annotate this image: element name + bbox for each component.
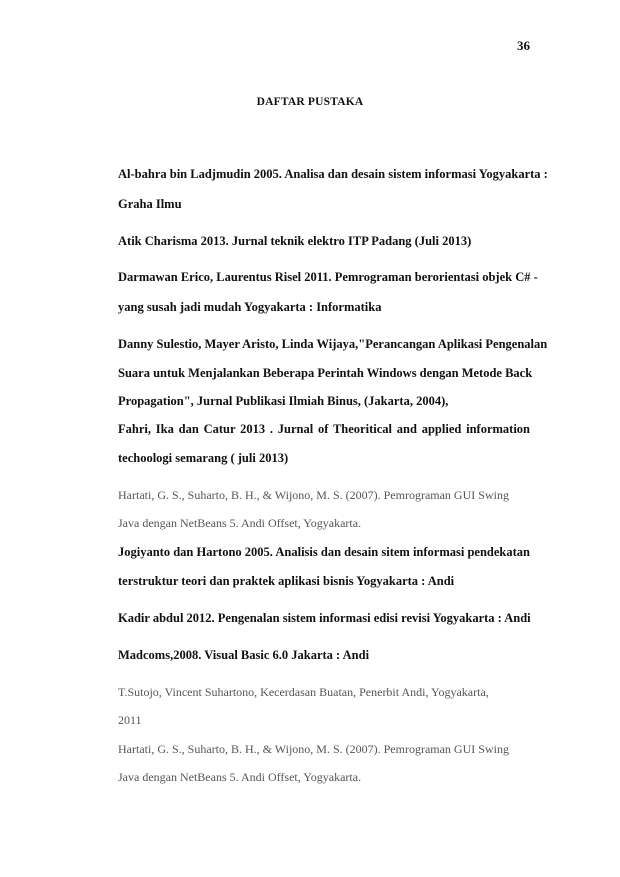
reference-line: terstruktur teori dan praktek aplikasi bisnis Yogyakarta : Andi: [118, 574, 455, 588]
reference-line: Propagation", Jurnal Publikasi Ilmiah Binus, (Jakarta, 2004),: [118, 394, 449, 408]
reference-line: Graha Ilmu: [118, 197, 182, 211]
page-title: DAFTAR PUSTAKA: [256, 96, 364, 108]
reference-line: Atik Charisma 2013. Jurnal teknik elektro ITP Padang (Juli 2013): [118, 234, 472, 248]
reference-line: T.Sutojo, Vincent Suhartono, Kecerdasan Buatan, Penerbit Andi, Yogyakarta,: [118, 685, 489, 699]
reference-line: 2011: [118, 713, 142, 727]
reference-line: Danny Sulestio, Mayer Aristo, Linda Wijaya,"Perancangan Aplikasi Pengenalan: [118, 337, 548, 351]
reference-line: Hartati, G. S., Suharto, B. H., & Wijono, M. S. (2007). Pemrograman GUI Swing: [118, 742, 509, 756]
reference-line: Darmawan Erico, Laurentus Risel 2011. Pemrograman berorientasi objek C# -: [118, 270, 538, 284]
reference-line: Al-bahra bin Ladjmudin 2005. Analisa dan desain sistem informasi Yogyakarta :: [118, 167, 548, 181]
page-number: 36: [517, 38, 530, 53]
reference-line: Java dengan NetBeans 5. Andi Offset, Yogyakarta.: [118, 770, 362, 784]
reference-line: Madcoms,2008. Visual Basic 6.0 Jakarta : Andi: [118, 648, 370, 662]
reference-line: yang susah jadi mudah Yogyakarta : Informatika: [118, 300, 382, 314]
reference-line: Suara untuk Menjalankan Beberapa Perintah Windows dengan Metode Back: [118, 366, 533, 380]
reference-line: Java dengan NetBeans 5. Andi Offset, Yogyakarta.: [118, 516, 362, 530]
reference-line: Hartati, G. S., Suharto, B. H., & Wijono, M. S. (2007). Pemrograman GUI Swing: [118, 488, 509, 502]
reference-line: Jogiyanto dan Hartono 2005. Analisis dan desain sitem informasi pendekatan: [118, 545, 530, 559]
reference-line: techoologi semarang ( juli 2013): [118, 451, 289, 465]
reference-line: Kadir abdul 2012. Pengenalan sistem informasi edisi revisi Yogyakarta : Andi: [118, 611, 531, 625]
reference-line: Fahri, Ika dan Catur 2013 . Jurnal of Theoritical and applied information: [118, 422, 530, 436]
